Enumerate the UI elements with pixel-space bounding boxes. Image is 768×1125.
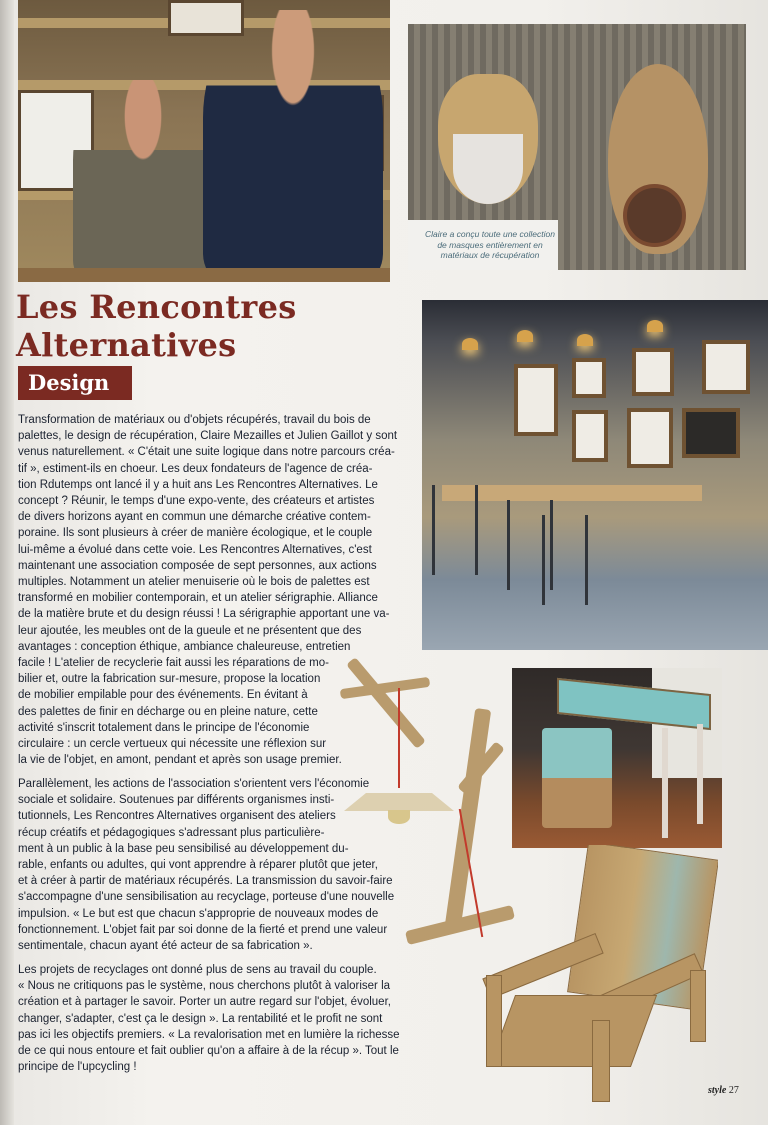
text-line: principe de l'upcycling ! — [18, 1061, 137, 1074]
photo-desk-and-chair — [512, 668, 722, 848]
text-line: tif », estiment-ils en choeur. Les deux fondateurs de l'agence de créa- — [18, 462, 373, 475]
text-line: Les projets de recyclages ont donné plus de sens au travail du couple. — [18, 964, 377, 976]
text-line: de la matière brute et du design réussi ! La sérigraphie apportant une va- — [18, 608, 390, 621]
text-line: récup créatifs et pédagogiques s'adressant plus particulière- — [18, 826, 325, 839]
photo-caption: Claire a conçu toute une collection de masques entièrement en matériaux de récupération — [425, 229, 555, 260]
text-line: circulaire : un cercle vertueux qui nécessite une réflexion sur — [18, 738, 327, 750]
magazine-name: style — [708, 1085, 727, 1096]
text-line: création et à partager le savoir. Porter un autre regard sur l'objet, évoluer, — [18, 996, 391, 1009]
text-line: de mobilier empilable pour des événements. En évitant à — [18, 689, 308, 702]
text-line: poraine. Ils sont plusieurs à créer de manière écologique, et le couple — [18, 527, 373, 540]
text-line: changer, s'adapter, c'est ça le design ». La rentabilité et le profit ne sont — [18, 1012, 383, 1025]
text-line: transformé en mobilier contemporain, et un atelier sérigraphie. Alliance — [18, 592, 378, 605]
text-line: concept ? Réunir, le temps d'une expo-vente, des créateurs et artistes — [18, 495, 375, 507]
text-line: rable, enfants ou adultes, qui vont apprendre à réparer plutôt que jeter, — [18, 859, 378, 871]
text-line: multiples. Notamment un atelier menuiserie où le bois de palettes est — [18, 576, 370, 588]
page-spine-shadow — [0, 0, 14, 1125]
text-line: sociale et solidaire. Soutenues par différents organismes insti- — [18, 794, 335, 807]
text-line: pas ici les objectifs premiers. « La revalorisation met en lumière la richesse — [18, 1028, 400, 1041]
photo-founders — [18, 0, 390, 282]
text-line: s'accompagne d'une sensibilisation au recyclage, porteuse d'une nouvelle — [18, 891, 395, 904]
text-line: Parallèlement, les actions de l'association s'orientent vers l'économie — [18, 778, 370, 790]
text-line: fonctionnement. L'objet fait par soi donne de la fierté et prend une valeur — [18, 923, 388, 936]
text-line: activité s'inscrit totalement dans le principe de l'économie — [18, 721, 310, 734]
text-line: des palettes de finir en décharge ou en pleine nature, cette — [18, 705, 318, 718]
text-line: de divers horizons ayant en commun une démarche créative contem- — [18, 511, 371, 524]
article-title-line2: Alternatives — [16, 326, 237, 364]
text-line: palettes, le design de récupération, Claire Mezailles et Julien Gaillot y sont — [18, 430, 398, 443]
page-number: 27 — [728, 1085, 739, 1096]
text-line: bilier et, outre la fabrication sur-mesure, propose la location — [18, 673, 321, 686]
section-badge-label: Design — [28, 370, 110, 395]
text-line: et à créer à partir de matériaux récupérés. La transmission du savoir-faire — [18, 875, 393, 888]
text-line: impulsion. « Le but est que chacun s'approprie de nouveaux modes de — [18, 907, 379, 920]
text-line: Transformation de matériaux ou d'objets récupérés, travail du bois de — [18, 414, 371, 426]
text-line: venus naturellement. « C'était une suite logique dans notre parcours créa- — [18, 446, 395, 459]
text-line: « Nous ne critiquons pas le système, nous cherchons plutôt à valoriser la — [18, 980, 391, 993]
photo-pallet-chair — [482, 845, 718, 1105]
text-line: la vie de l'objet, en amont, pendant et après son usage premier. — [18, 754, 342, 767]
text-line: ment à un public à la base peu sensibilisé au développement du- — [18, 842, 349, 855]
text-line: sentimentale, chacun ayant été acteur de sa fabrication ». — [18, 940, 313, 952]
text-line: avantages : conception éthique, ambiance chaleureuse, entretien — [18, 640, 351, 653]
folio — [708, 1085, 739, 1096]
text-line: tutionnels, Les Rencontres Alternatives organisent des ateliers — [18, 810, 336, 823]
text-line: facile ! L'atelier de recyclerie fait aussi les réparations de mo- — [18, 657, 329, 669]
text-line: maintenant une association composée de sept personnes, aux actions — [18, 559, 377, 572]
text-line: tion Rdutemps ont lancé il y a huit ans Les Rencontres Alternatives. Le — [18, 478, 378, 491]
text-line: lui-même a évolué dans cette voie. Les Rencontres Alternatives, c'est — [18, 543, 372, 556]
photo-workshop — [422, 300, 768, 650]
article-title-line1: Les Rencontres — [16, 288, 297, 326]
text-line: de ce qui nous entoure et fait oublier qu'on a affaire à de la récup ». Tout le — [18, 1045, 399, 1057]
text-line: leur ajoutée, les meubles ont de la gueule et ne présentent que des — [18, 624, 362, 637]
